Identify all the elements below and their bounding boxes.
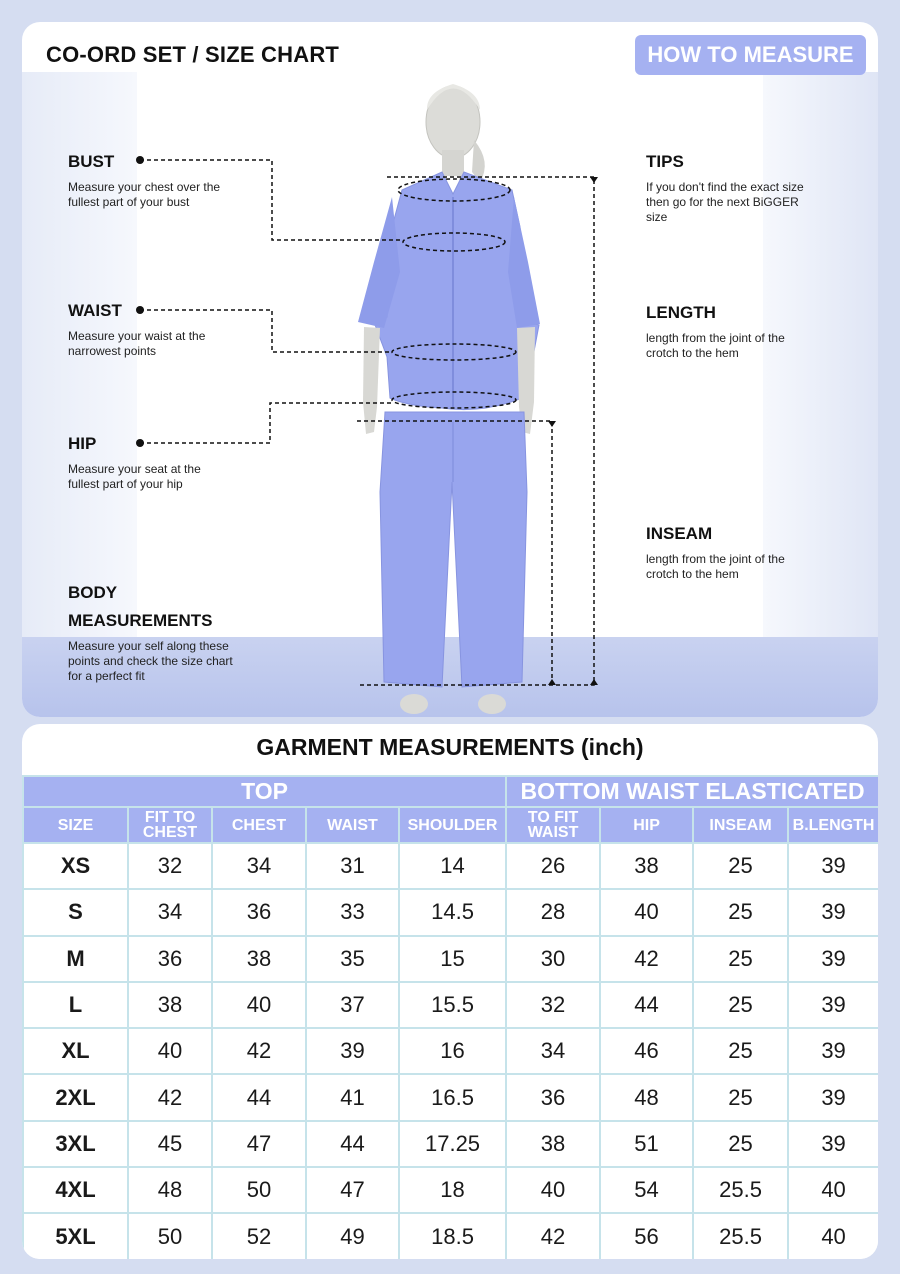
measurement-cell: 40 — [600, 889, 693, 935]
how-to-measure-button[interactable]: HOW TO MEASURE — [635, 35, 866, 75]
measurement-cell: 44 — [306, 1121, 399, 1167]
measurement-cell: 38 — [128, 982, 212, 1028]
inseam-label: INSEAM — [646, 524, 713, 543]
measurement-cell: 25 — [693, 889, 788, 935]
size-cell: 4XL — [23, 1167, 128, 1213]
hip-label: HIP — [68, 434, 97, 453]
measurement-cell: 39 — [788, 1074, 878, 1120]
measurement-cell: 56 — [600, 1213, 693, 1259]
size-cell: XS — [23, 843, 128, 889]
measurement-cell: 38 — [600, 843, 693, 889]
measurement-cell: 39 — [788, 1121, 878, 1167]
inseam-description: length from the joint of the crotch to the hem — [646, 552, 785, 581]
table-row — [23, 1121, 878, 1167]
measurement-cell: 38 — [506, 1121, 600, 1167]
measurement-cell: 42 — [128, 1074, 212, 1120]
hip-description: Measure your seat at the fullest part of your hip — [68, 462, 201, 491]
measurement-cell: 42 — [506, 1213, 600, 1259]
body-description: Measure your self along these points and check the size chart for a perfect fit — [68, 639, 233, 683]
measurement-cell: 52 — [212, 1213, 306, 1259]
table-title: GARMENT MEASUREMENTS (inch) — [256, 734, 644, 760]
measurement-cell: 25 — [693, 936, 788, 982]
group-header-top: TOP — [23, 776, 506, 807]
length-description: length from the joint of the crotch to the hem — [646, 331, 785, 360]
tips-description: If you don't find the exact size then go for the next BiGGER size — [646, 180, 804, 224]
measurement-cell: 36 — [212, 889, 306, 935]
measurement-cell: 51 — [600, 1121, 693, 1167]
table-row — [23, 1167, 878, 1213]
measurement-cell: 25.5 — [693, 1213, 788, 1259]
size-cell: S — [23, 889, 128, 935]
body-label-line2: MEASUREMENTS — [68, 611, 213, 630]
table-row — [23, 889, 878, 935]
measurement-cell: 33 — [306, 889, 399, 935]
tips-label: TIPS — [646, 152, 684, 171]
measurement-cell: 40 — [506, 1167, 600, 1213]
table-row — [23, 1074, 878, 1120]
measurement-cell: 42 — [600, 936, 693, 982]
waist-label: WAIST — [68, 301, 122, 320]
measurement-cell: 16.5 — [399, 1074, 506, 1120]
size-cell: 2XL — [23, 1074, 128, 1120]
table-row — [23, 1213, 878, 1259]
measurement-cell: 37 — [306, 982, 399, 1028]
measurement-cell: 54 — [600, 1167, 693, 1213]
measurement-cell: 40 — [788, 1167, 878, 1213]
column-header: WAIST — [306, 807, 399, 843]
size-cell: 5XL — [23, 1213, 128, 1259]
measurement-cell: 50 — [212, 1167, 306, 1213]
size-cell: XL — [23, 1028, 128, 1074]
measurement-cell: 39 — [788, 982, 878, 1028]
measurement-cell: 16 — [399, 1028, 506, 1074]
measurement-cell: 42 — [212, 1028, 306, 1074]
measurement-cell: 40 — [212, 982, 306, 1028]
group-header-bottom: BOTTOM WAIST ELASTICATED — [506, 776, 878, 807]
table-row — [23, 982, 878, 1028]
measurement-cell: 25 — [693, 843, 788, 889]
column-header: TO FIT WAIST — [506, 807, 600, 843]
measurement-cell: 44 — [600, 982, 693, 1028]
measurement-cell: 50 — [128, 1213, 212, 1259]
measure-guide-panel — [22, 22, 878, 717]
measurement-cell: 18 — [399, 1167, 506, 1213]
measurement-cell: 15 — [399, 936, 506, 982]
measurement-cell: 31 — [306, 843, 399, 889]
measurement-cell: 48 — [128, 1167, 212, 1213]
bust-description: Measure your chest over the fullest part of your bust — [68, 180, 221, 209]
size-chart-panel — [22, 724, 878, 1259]
measurement-cell: 25 — [693, 1028, 788, 1074]
measurement-cell: 35 — [306, 936, 399, 982]
size-cell: M — [23, 936, 128, 982]
measurement-cell: 47 — [306, 1167, 399, 1213]
column-header: SIZE — [23, 807, 128, 843]
measurement-cell: 46 — [600, 1028, 693, 1074]
measurement-cell: 14 — [399, 843, 506, 889]
measurement-cell: 32 — [506, 982, 600, 1028]
page-title: CO-ORD SET / SIZE CHART — [46, 42, 340, 67]
table-row — [23, 1028, 878, 1074]
measurement-cell: 28 — [506, 889, 600, 935]
measurement-cell: 30 — [506, 936, 600, 982]
measurement-cell: 47 — [212, 1121, 306, 1167]
measurement-cell: 38 — [212, 936, 306, 982]
measurement-cell: 49 — [306, 1213, 399, 1259]
measurement-cell: 25 — [693, 1121, 788, 1167]
measurement-cell: 39 — [788, 936, 878, 982]
table-row — [23, 936, 878, 982]
measurement-cell: 36 — [506, 1074, 600, 1120]
measurement-cell: 25.5 — [693, 1167, 788, 1213]
column-header: B.LENGTH — [788, 807, 878, 843]
measurement-cell: 17.25 — [399, 1121, 506, 1167]
body-label-line1: BODY — [68, 583, 118, 602]
column-header: HIP — [600, 807, 693, 843]
measurement-cell: 48 — [600, 1074, 693, 1120]
bust-label: BUST — [68, 152, 115, 171]
column-header: CHEST — [212, 807, 306, 843]
size-table — [22, 775, 878, 1259]
table-row — [23, 843, 878, 889]
measurement-cell: 34 — [128, 889, 212, 935]
measurement-cell: 32 — [128, 843, 212, 889]
measurement-cell: 45 — [128, 1121, 212, 1167]
column-header: INSEAM — [693, 807, 788, 843]
column-header: FIT TO CHEST — [128, 807, 212, 843]
measurement-cell: 34 — [506, 1028, 600, 1074]
measurement-cell: 44 — [212, 1074, 306, 1120]
measurement-cell: 15.5 — [399, 982, 506, 1028]
measurement-cell: 25 — [693, 1074, 788, 1120]
length-label: LENGTH — [646, 303, 716, 322]
measurement-cell: 39 — [788, 1028, 878, 1074]
measurement-cell: 39 — [788, 889, 878, 935]
size-cell: 3XL — [23, 1121, 128, 1167]
measurement-cell: 40 — [788, 1213, 878, 1259]
measurement-cell: 26 — [506, 843, 600, 889]
measurement-cell: 41 — [306, 1074, 399, 1120]
size-cell: L — [23, 982, 128, 1028]
measurement-cell: 14.5 — [399, 889, 506, 935]
measurement-cell: 18.5 — [399, 1213, 506, 1259]
waist-description: Measure your waist at the narrowest points — [68, 329, 206, 358]
measurement-cell: 25 — [693, 982, 788, 1028]
measurement-cell: 39 — [788, 843, 878, 889]
measurement-cell: 39 — [306, 1028, 399, 1074]
measurement-cell: 34 — [212, 843, 306, 889]
measurement-cell: 40 — [128, 1028, 212, 1074]
column-header: SHOULDER — [399, 807, 506, 843]
measurement-cell: 36 — [128, 936, 212, 982]
